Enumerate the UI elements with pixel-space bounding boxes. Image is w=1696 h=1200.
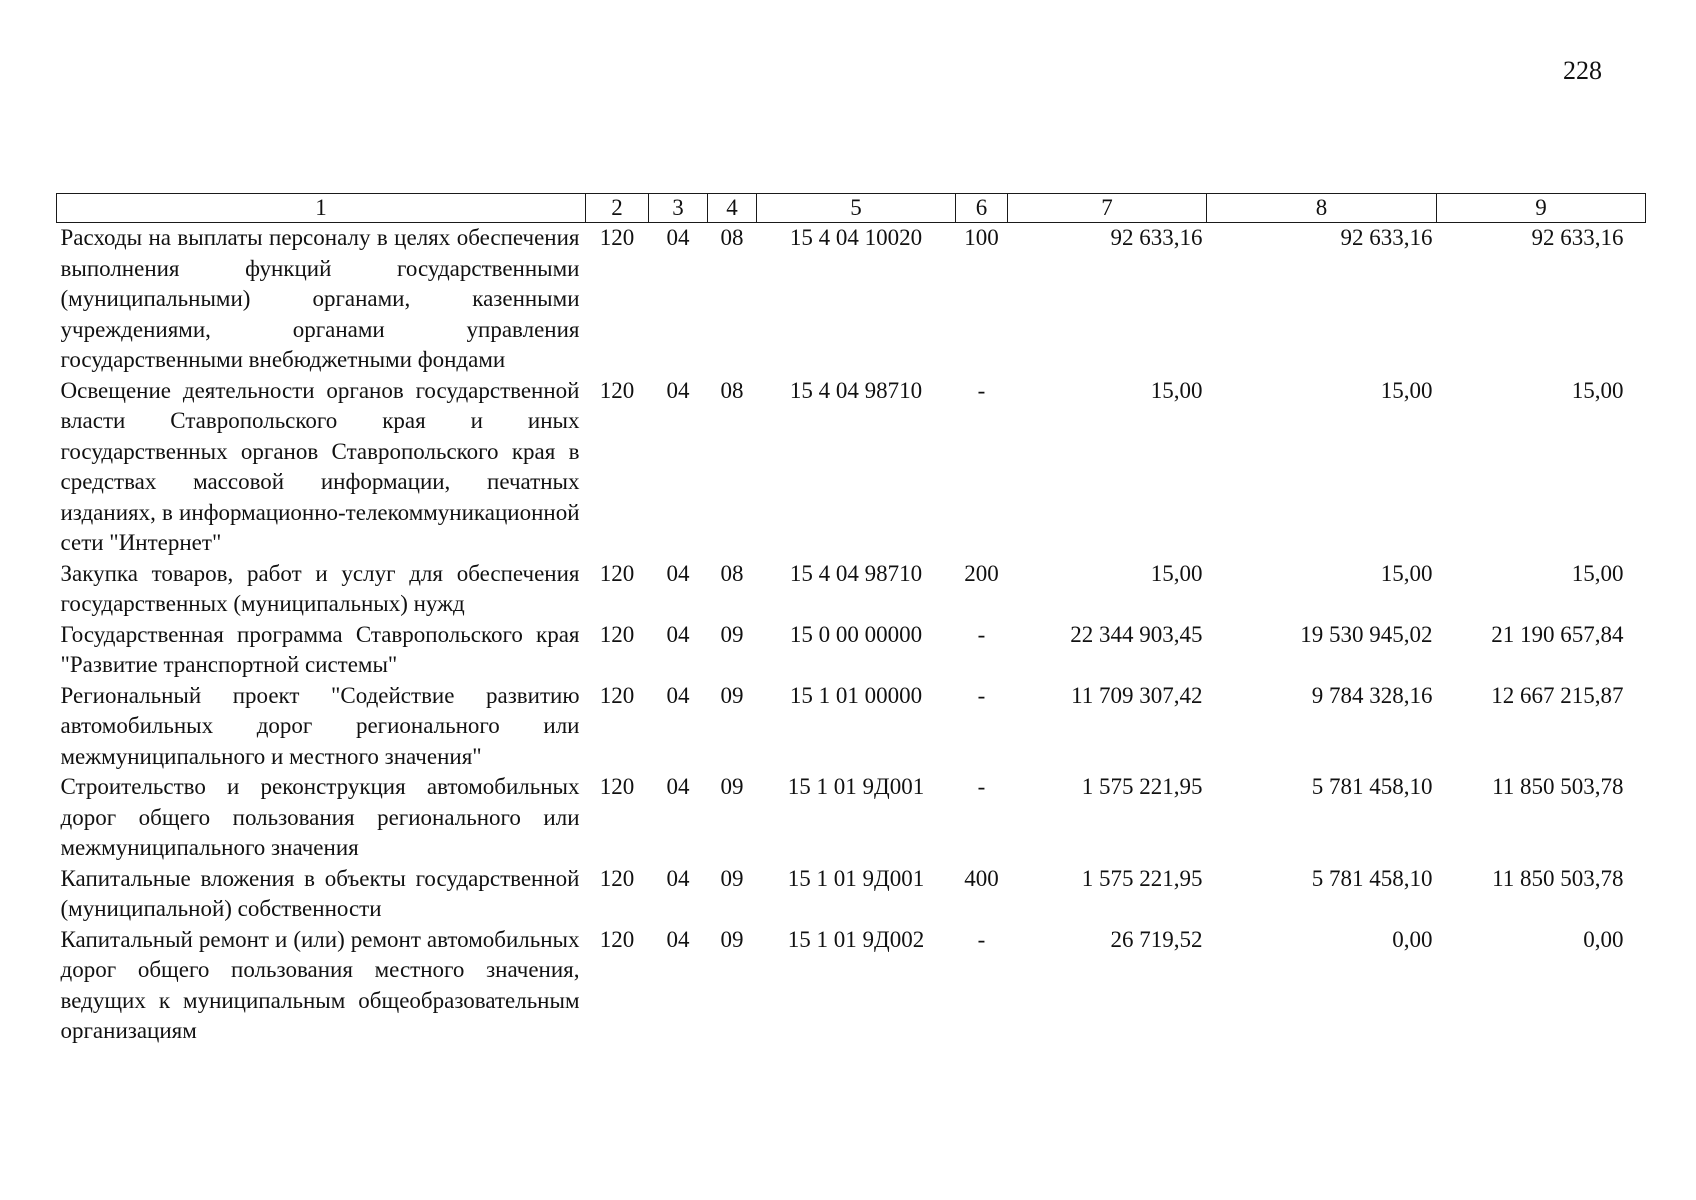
column-header: 8 bbox=[1207, 194, 1437, 223]
cell-amount-8: 15,00 bbox=[1380, 560, 1433, 586]
cell-expense-type: - bbox=[977, 774, 986, 799]
table-row bbox=[57, 376, 1646, 559]
table-body bbox=[57, 223, 1646, 1047]
cell-ministry: 120 bbox=[599, 560, 635, 586]
cell-section: 04 bbox=[666, 560, 690, 586]
cell-section: 04 bbox=[666, 682, 690, 708]
cell-subsection: 09 bbox=[720, 865, 744, 891]
cell-subsection: 08 bbox=[720, 377, 744, 403]
cell-target-article: 15 1 01 9Д001 bbox=[787, 774, 925, 799]
cell-amount-8: 5 781 458,10 bbox=[1311, 774, 1433, 799]
cell-section: 04 bbox=[666, 926, 690, 952]
row-name: Строительство и реконструкция автомобильных дорог общего пользования регионального или межмуниципального значения bbox=[60, 774, 580, 860]
cell-ministry: 120 bbox=[599, 865, 635, 891]
cell-amount-8: 9 784 328,16 bbox=[1311, 682, 1433, 708]
cell-expense-type: - bbox=[977, 377, 986, 403]
header-row bbox=[57, 194, 1646, 223]
cell-amount-9: 11 850 503,78 bbox=[1492, 774, 1624, 799]
cell-subsection: 08 bbox=[720, 560, 744, 586]
cell-expense-type: 400 bbox=[964, 865, 999, 891]
cell-target-article: 15 4 04 98710 bbox=[789, 560, 923, 586]
cell-target-article: 15 4 04 98710 bbox=[789, 377, 923, 403]
cell-section: 04 bbox=[666, 865, 690, 891]
table-row bbox=[57, 223, 1646, 376]
cell-amount-9: 11 850 503,78 bbox=[1492, 865, 1624, 891]
column-header: 7 bbox=[1008, 194, 1207, 223]
cell-target-article: 15 1 01 9Д001 bbox=[787, 865, 925, 891]
cell-subsection: 09 bbox=[720, 926, 744, 952]
row-name: Региональный проект "Содействие развитию автомобильных дорог регионального или межмуниципального и местного значения" bbox=[60, 682, 580, 769]
cell-amount-9: 92 633,16 bbox=[1531, 225, 1624, 250]
cell-ministry: 120 bbox=[599, 682, 635, 708]
cell-target-article: 15 4 04 10020 bbox=[789, 225, 923, 250]
row-name: Капитальные вложения в объекты государственной (муниципальной) собственности bbox=[60, 865, 580, 921]
cell-target-article: 15 1 01 9Д002 bbox=[787, 926, 925, 952]
column-header: 2 bbox=[586, 194, 649, 223]
cell-amount-7: 1 575 221,95 bbox=[1081, 865, 1203, 891]
row-name: Капитальный ремонт и (или) ремонт автомобильных дорог общего пользования местного значения, ведущих к муниципальным общеобразовательным организациям bbox=[60, 926, 580, 1043]
cell-amount-8: 5 781 458,10 bbox=[1311, 865, 1433, 891]
cell-subsection: 09 bbox=[720, 621, 744, 647]
table-row bbox=[57, 925, 1646, 1047]
table-row bbox=[57, 681, 1646, 773]
cell-amount-8: 15,00 bbox=[1380, 377, 1433, 403]
cell-target-article: 15 1 01 00000 bbox=[789, 682, 923, 708]
cell-amount-7: 1 575 221,95 bbox=[1081, 774, 1203, 799]
column-header: 3 bbox=[649, 194, 708, 223]
table-row bbox=[57, 559, 1646, 620]
cell-amount-9: 21 190 657,84 bbox=[1491, 621, 1624, 647]
cell-amount-7: 22 344 903,45 bbox=[1070, 621, 1203, 647]
cell-expense-type: - bbox=[977, 682, 986, 708]
row-name: Освещение деятельности органов государственной власти Ставропольского края и иных государственных органов Ставропольского края в средствах массовой информации, печатных изданиях, в информационно-телекоммуникационной сети "Интернет" bbox=[60, 377, 580, 555]
cell-ministry: 120 bbox=[599, 225, 635, 250]
cell-subsection: 08 bbox=[720, 225, 744, 250]
row-name: Государственная программа Ставропольского края "Развитие транспортной системы" bbox=[60, 621, 580, 677]
cell-expense-type: - bbox=[977, 926, 986, 952]
page-number: 228 bbox=[1563, 56, 1602, 85]
cell-amount-8: 19 530 945,02 bbox=[1300, 621, 1433, 647]
cell-section: 04 bbox=[666, 774, 690, 799]
row-name: Расходы на выплаты персоналу в целях обеспечения выполнения функций государственными (муниципальными) органами, казенными учреждениями, органами управления государственными внебюджетными фондами bbox=[60, 225, 580, 372]
cell-amount-7: 11 709 307,42 bbox=[1071, 682, 1203, 708]
table-row bbox=[57, 864, 1646, 925]
cell-amount-9: 12 667 215,87 bbox=[1491, 682, 1624, 708]
budget-table bbox=[56, 193, 1646, 1047]
cell-ministry: 120 bbox=[599, 377, 635, 403]
column-header: 1 bbox=[57, 194, 586, 223]
cell-section: 04 bbox=[666, 377, 690, 403]
cell-ministry: 120 bbox=[599, 621, 635, 647]
column-header: 9 bbox=[1437, 194, 1646, 223]
table-row bbox=[57, 620, 1646, 681]
cell-expense-type: 100 bbox=[964, 225, 999, 250]
cell-ministry: 120 bbox=[599, 926, 635, 952]
column-header: 4 bbox=[708, 194, 757, 223]
cell-ministry: 120 bbox=[599, 774, 635, 799]
cell-expense-type: - bbox=[977, 621, 986, 647]
cell-expense-type: 200 bbox=[964, 560, 999, 586]
cell-amount-7: 15,00 bbox=[1150, 560, 1203, 586]
cell-amount-8: 0,00 bbox=[1392, 926, 1433, 952]
cell-subsection: 09 bbox=[720, 682, 744, 708]
table-header bbox=[57, 194, 1646, 223]
cell-amount-9: 0,00 bbox=[1583, 926, 1624, 952]
cell-amount-9: 15,00 bbox=[1571, 377, 1624, 403]
cell-amount-8: 92 633,16 bbox=[1340, 225, 1433, 250]
column-header: 5 bbox=[757, 194, 956, 223]
row-name: Закупка товаров, работ и услуг для обеспечения государственных (муниципальных) нужд bbox=[60, 560, 580, 616]
cell-section: 04 bbox=[666, 621, 690, 647]
cell-section: 04 bbox=[666, 225, 690, 250]
cell-amount-9: 15,00 bbox=[1571, 560, 1624, 586]
cell-target-article: 15 0 00 00000 bbox=[789, 621, 923, 647]
table-row bbox=[57, 772, 1646, 864]
cell-amount-7: 15,00 bbox=[1150, 377, 1203, 403]
cell-amount-7: 92 633,16 bbox=[1110, 225, 1203, 250]
cell-subsection: 09 bbox=[720, 774, 744, 799]
cell-amount-7: 26 719,52 bbox=[1110, 926, 1203, 952]
column-header: 6 bbox=[956, 194, 1008, 223]
